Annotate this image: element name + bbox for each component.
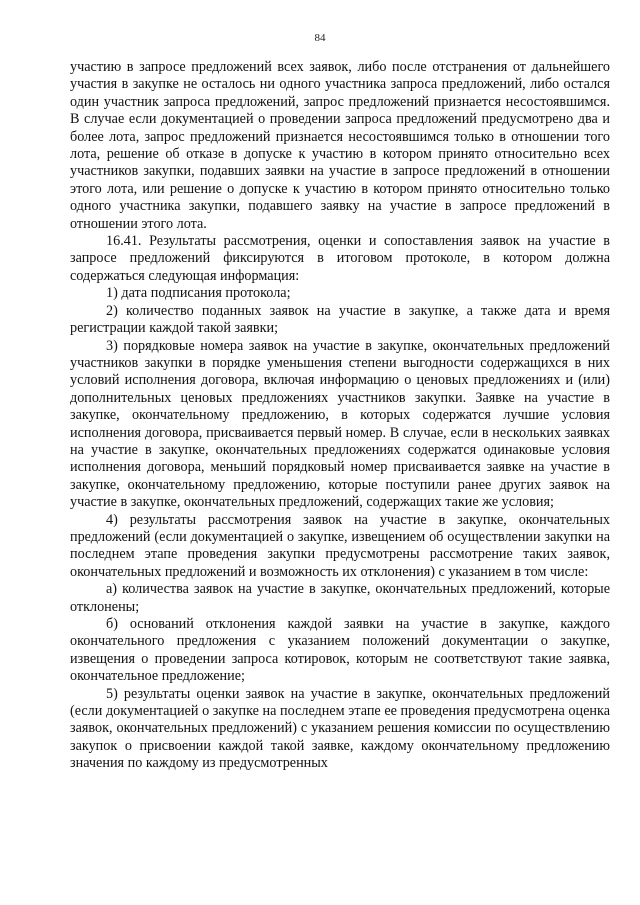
sub-item-b: б) оснований отклонения каждой заявки на участие в закупке, каждого окончательного предложения с указанием положений документации о закупке, извещения о проведении запроса котировок, которым не соответствуют такие заявка, окончательное предложение; xyxy=(70,616,610,685)
paragraph-continuation: участию в запросе предложений всех заявок, либо после отстранения от дальнейшего участия в закупке не осталось ни одного участника запроса предложений, либо остался один участник запроса предложений, запрос предложений признается несостоявшимся. В случае если документацией о проведении запроса предложений предусмотрено два и более лота, запрос предложений признается несостоявшимся только в отношении того лота, решение об отказе в допуске к участию в котором принято относительно всех участников закупки, подавших заявки на участие в запросе предложений в отношении этого лота, или решение о допуске к участию в котором принято относительно только одного участника закупки, подавшего заявку на участие в запросе предложений в отношении этого лота. xyxy=(70,59,610,232)
list-item-2: 2) количество поданных заявок на участие в закупке, а также дата и время регистрации каждой такой заявки; xyxy=(70,302,610,337)
list-item-3: 3) порядковые номера заявок на участие в закупке, окончательных предложений участников закупки в порядке уменьшения степени выгодности содержащихся в них условий исполнения договора, включая информацию о ценовых предложениях и (или) дополнительных ценовых предложениях участников закупки. Заявке на участие в закупке, окончательному предложению, в которых содержатся лучшие условия исполнения договора, присваивается первый номер. В случае, если в нескольких заявках на участие в закупке, окончательных предложениях содержатся одинаковые условия исполнения договора, меньший порядковый номер присваивается заявке на участие в закупке, окончательному предложению, которые поступили ранее других заявок на участие в закупке, окончательных предложений, содержащих такие же условия; xyxy=(70,337,610,511)
paragraph-16-41: 16.41. Результаты рассмотрения, оценки и сопоставления заявок на участие в запросе предложений фиксируются в итоговом протоколе, в котором должна содержаться следующая информация: xyxy=(70,233,610,284)
document-body xyxy=(70,59,610,773)
list-item-4: 4) результаты рассмотрения заявок на участие в закупке, окончательных предложений (если документацией о закупке, извещением об осуществлении закупки на последнем этапе проведения закупки предусмотрены рассмотрение таких заявок, окончательных предложений и возможность их отклонения) с указанием в том числе: xyxy=(70,511,610,580)
page-number: 84 xyxy=(314,32,326,44)
list-item-5: 5) результаты оценки заявок на участие в закупке, окончательных предложений (если документацией о закупке на последнем этапе ее проведения предусмотрена оценка заявок, окончательных предложений) с указанием решения комиссии по осуществлению закупок о присвоении каждой такой заявке, каждому окончательному предложению значения по каждому из предусмотренных xyxy=(70,685,610,772)
sub-item-a: а) количества заявок на участие в закупке, окончательных предложений, которые отклонены; xyxy=(70,581,610,615)
list-item-1: 1) дата подписания протокола; xyxy=(106,285,291,302)
